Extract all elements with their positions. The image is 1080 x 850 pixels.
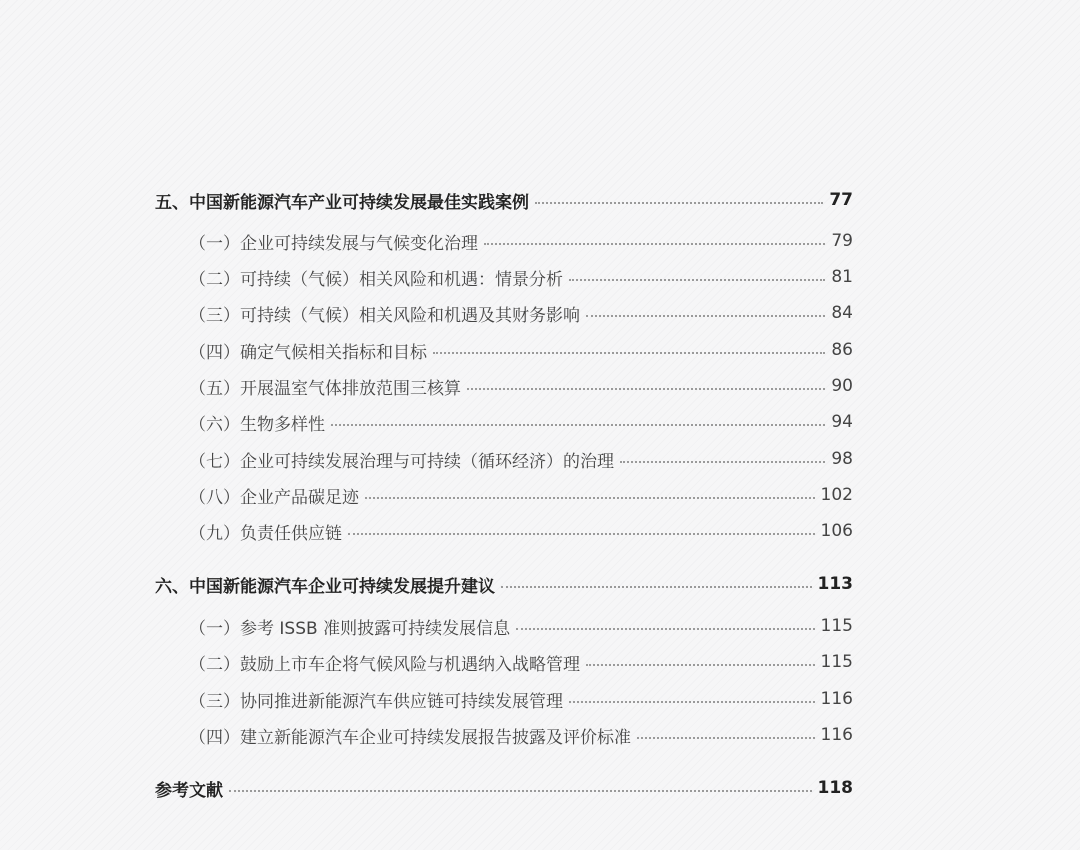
dot-leader [586, 664, 815, 666]
toc-item[interactable] [189, 409, 853, 435]
toc-item-title: （三）可持续（气候）相关风险和机遇及其财务影响 [189, 305, 580, 326]
toc-item[interactable] [189, 613, 853, 639]
toc-references[interactable] [155, 775, 853, 801]
toc-item[interactable] [189, 300, 853, 326]
toc-section-5-page: 77 [829, 190, 853, 210]
toc-item[interactable] [189, 373, 853, 399]
toc-item-title: （二）可持续（气候）相关风险和机遇：情景分析 [189, 269, 563, 290]
toc-item-page: 81 [831, 267, 853, 287]
toc-section-6-page: 113 [817, 574, 853, 594]
toc-item-title: （三）协同推进新能源汽车供应链可持续发展管理 [189, 691, 563, 712]
toc-item-title: （四）建立新能源汽车企业可持续发展报告披露及评价标准 [189, 727, 631, 748]
toc-item[interactable] [189, 649, 853, 675]
toc-item-title: （四）确定气候相关指标和目标 [189, 342, 427, 363]
toc-item[interactable] [189, 518, 853, 544]
toc-item-page: 94 [831, 412, 853, 432]
toc-item[interactable] [189, 228, 853, 254]
dot-leader [516, 628, 814, 630]
toc-section-6[interactable] [155, 571, 853, 597]
dot-leader [569, 701, 815, 703]
toc-item-title: （七）企业可持续发展治理与可持续（循环经济）的治理 [189, 451, 614, 472]
toc-item[interactable] [189, 446, 853, 472]
dot-leader [484, 243, 825, 245]
dot-leader [586, 315, 825, 317]
toc-item-page: 90 [831, 376, 853, 396]
dot-leader [365, 497, 815, 499]
toc-references-title: 参考文献 [155, 780, 223, 801]
toc-item-page: 102 [820, 485, 853, 505]
toc-section-5-title: 五、中国新能源汽车产业可持续发展最佳实践案例 [155, 192, 529, 213]
toc-item-page: 106 [820, 521, 853, 541]
toc-item-page: 98 [831, 449, 853, 469]
toc-item-page: 116 [820, 689, 853, 709]
table-of-contents [155, 0, 855, 850]
dot-leader [229, 790, 812, 792]
toc-item-title: （九）负责任供应链 [189, 523, 342, 544]
toc-item-page: 79 [831, 231, 853, 251]
toc-item[interactable] [189, 686, 853, 712]
dot-leader [501, 586, 812, 588]
toc-item-page: 86 [831, 340, 853, 360]
dot-leader [348, 533, 815, 535]
dot-leader [569, 279, 825, 281]
toc-references-page: 118 [817, 778, 853, 798]
toc-item-title: （六）生物多样性 [189, 414, 325, 435]
toc-item[interactable] [189, 264, 853, 290]
toc-item[interactable] [189, 722, 853, 748]
toc-item-title: （五）开展温室气体排放范围三核算 [189, 378, 461, 399]
toc-item-page: 115 [820, 652, 853, 672]
dot-leader [620, 461, 825, 463]
dot-leader [535, 202, 823, 204]
toc-section-5[interactable] [155, 187, 853, 213]
toc-item-page: 84 [831, 303, 853, 323]
dot-leader [637, 737, 815, 739]
dot-leader [433, 352, 825, 354]
dot-leader [331, 424, 825, 426]
toc-item[interactable] [189, 482, 853, 508]
toc-item[interactable] [189, 337, 853, 363]
toc-item-title: （八）企业产品碳足迹 [189, 487, 359, 508]
dot-leader [467, 388, 825, 390]
toc-item-title: （二）鼓励上市车企将气候风险与机遇纳入战略管理 [189, 654, 580, 675]
toc-item-page: 115 [820, 616, 853, 636]
toc-item-title: （一）企业可持续发展与气候变化治理 [189, 233, 478, 254]
toc-item-page: 116 [820, 725, 853, 745]
toc-item-title: （一）参考 ISSB 准则披露可持续发展信息 [189, 618, 511, 639]
toc-section-6-title: 六、中国新能源汽车企业可持续发展提升建议 [155, 576, 495, 597]
